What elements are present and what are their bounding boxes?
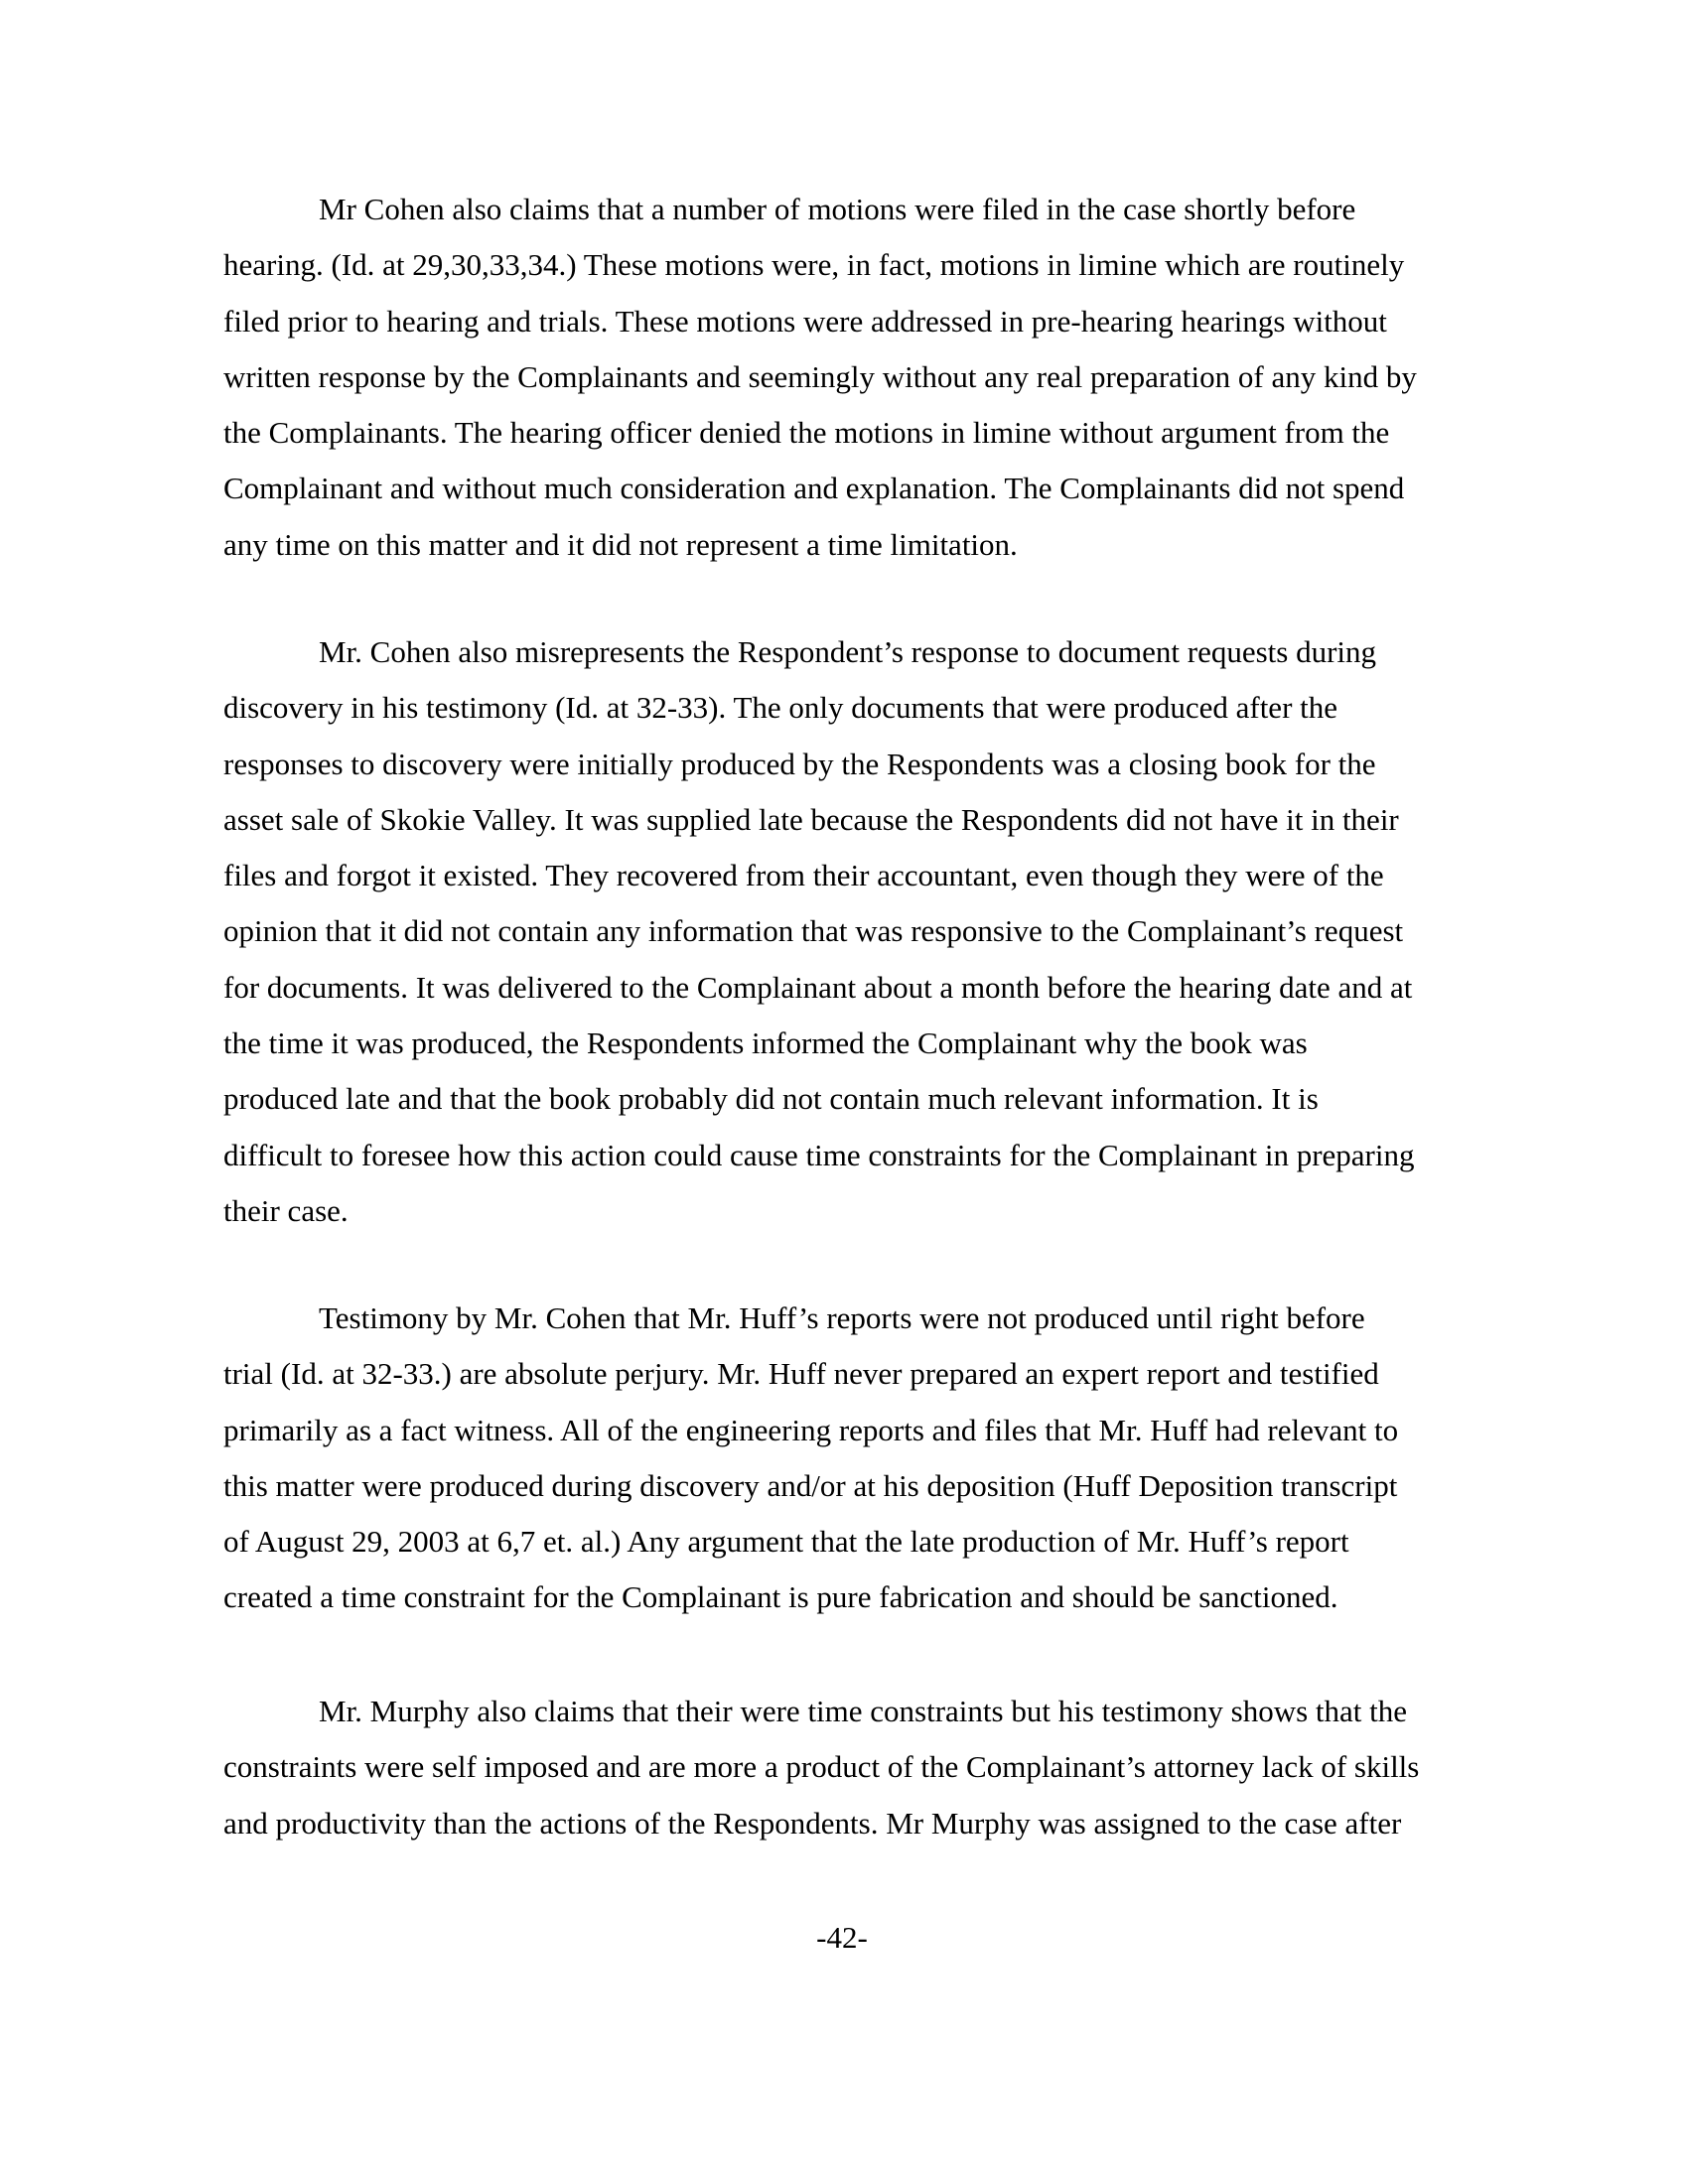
text-line: created a time constraint for the Complainant is pure fabrication and should be sanctioned. — [223, 1579, 1338, 1615]
text-line: files and forgot it existed. They recovered from their accountant, even though they were of the — [223, 858, 1384, 893]
text-line: asset sale of Skokie Valley. It was supplied late because the Respondents did not have it in their — [223, 801, 1399, 837]
text-line: constraints were self imposed and are more a product of the Complainant’s attorney lack of skills — [223, 1749, 1420, 1785]
text-line: filed prior to hearing and trials. These motions were addressed in pre-hearing hearings without — [223, 303, 1387, 339]
paragraph-motions — [223, 182, 1417, 573]
text-line: the Complainants. The hearing officer denied the motions in limine without argument from the — [223, 415, 1390, 451]
text-line: Mr. Cohen also misrepresents the Respondent’s response to document requests during — [319, 634, 1377, 669]
text-line: written response by the Complainants and seemingly without any real preparation of any kind by — [223, 358, 1417, 394]
text-line: hearing. (Id. at 29,30,33,34.) These motions were, in fact, motions in limine which are routinely — [223, 247, 1405, 283]
text-line: for documents. It was delivered to the Complainant about a month before the hearing date and at — [223, 969, 1413, 1005]
text-line: discovery in his testimony (Id. at 32-33). The only documents that were produced after the — [223, 690, 1338, 726]
text-line: responses to discovery were initially produced by the Respondents was a closing book for the — [223, 746, 1376, 781]
text-line: Complainant and without much consideration and explanation. The Complainants did not spend — [223, 471, 1405, 506]
text-line: Mr. Murphy also claims that their were time constraints but his testimony shows that the — [319, 1694, 1408, 1728]
paragraph-huff-reports — [223, 1291, 1398, 1626]
text-line: their case. — [223, 1192, 349, 1228]
text-line: any time on this matter and it did not represent a time limitation. — [223, 526, 1018, 562]
text-line: trial (Id. at 32-33.) are absolute perjury. Mr. Huff never prepared an expert report and testified — [223, 1356, 1379, 1392]
text-line: the time it was produced, the Respondents informed the Complainant why the book was — [223, 1025, 1308, 1061]
text-line: difficult to foresee how this action could cause time constraints for the Complainant in preparing — [223, 1137, 1415, 1172]
text-line: of August 29, 2003 at 6,7 et. al.) Any argument that the late production of Mr. Huff’s report — [223, 1524, 1349, 1560]
text-line: this matter were produced during discovery and/or at his deposition (Huff Deposition transcript — [223, 1467, 1398, 1503]
text-line: and productivity than the actions of the Respondents. Mr Murphy was assigned to the case after — [223, 1805, 1402, 1841]
page-number: -42- — [816, 1920, 868, 1955]
text-line: Testimony by Mr. Cohen that Mr. Huff’s reports were not produced until right before — [319, 1300, 1365, 1335]
text-line: primarily as a fact witness. All of the engineering reports and files that Mr. Huff had relevant to — [223, 1412, 1399, 1447]
paragraph-document-requests — [223, 624, 1415, 1239]
paragraph-murphy — [223, 1684, 1419, 1851]
text-line: Mr Cohen also claims that a number of motions were filed in the case shortly before — [319, 192, 1356, 226]
text-line: produced late and that the book probably did not contain much relevant information. It is — [223, 1081, 1319, 1117]
text-line: opinion that it did not contain any information that was responsive to the Complainant’s request — [223, 913, 1404, 949]
